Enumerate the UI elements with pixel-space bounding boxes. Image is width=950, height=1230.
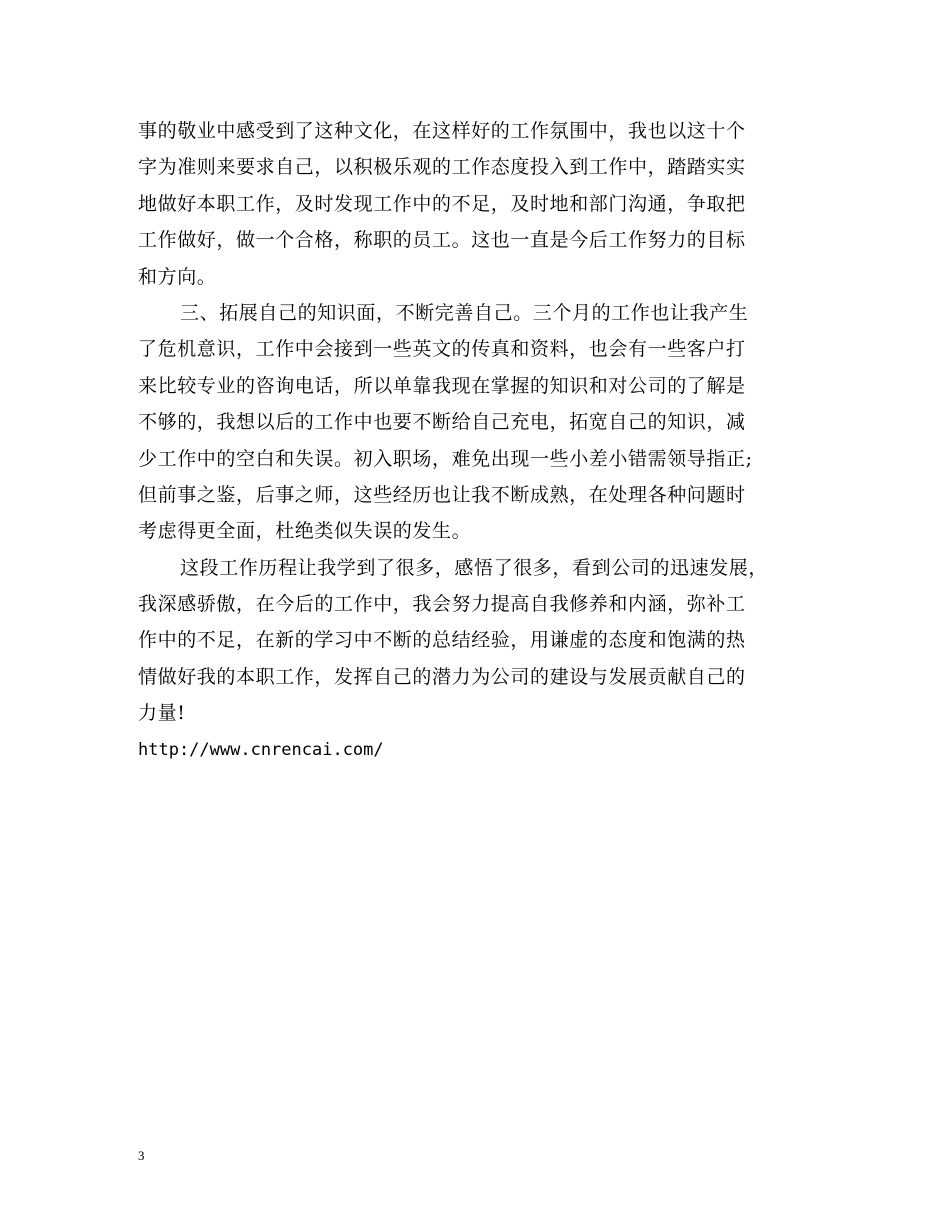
text-line: 考虑得更全面，杜绝类似失误的发生。: [138, 520, 472, 543]
text-line: 和方向。: [138, 265, 217, 288]
text-line: 情做好我的本职工作，发挥自己的潜力为公司的建设与发展贡献自己的: [138, 665, 746, 688]
text-line: 事的敬业中感受到了这种文化，在这样好的工作氛围中，我也以这十个: [138, 120, 746, 142]
text-line: 我深感骄傲，在今后的工作中，我会努力提高自我修养和内涵，弥补工: [138, 593, 746, 616]
paragraph-start-line: 三、拓展自己的知识面，不断完善自己。三个月的工作也让我产生: [180, 301, 749, 324]
text-line: 地做好本职工作，及时发现工作中的不足，及时地和部门沟通，争取把: [138, 192, 746, 215]
text-line: 来比较专业的咨询电话，所以单靠我现在掌握的知识和对公司的了解是: [138, 374, 746, 397]
text-line: 作中的不足，在新的学习中不断的总结经验，用谦虚的态度和饱满的热: [138, 629, 746, 652]
text-line: 字为准则来要求自己，以积极乐观的工作态度投入到工作中，踏踏实实: [138, 156, 746, 179]
paragraph-start-line: 这段工作历程让我学到了很多，感悟了很多，看到公司的迅速发展，: [180, 556, 769, 579]
source-url: http://www.cnrencai.com/: [138, 739, 384, 760]
text-line: 但前事之鉴，后事之师，这些经历也让我不断成熟，在处理各种问题时: [138, 483, 746, 506]
text-line: 工作做好，做一个合格，称职的员工。这也一直是今后工作努力的目标: [138, 229, 746, 252]
text-line: 了危机意识，工作中会接到一些英文的传真和资料，也会有一些客户打: [138, 338, 746, 361]
text-line: 力量!: [138, 702, 186, 725]
page-number: 3: [138, 1148, 145, 1163]
text-line: 不够的，我想以后的工作中也要不断给自己充电，拓宽自己的知识，减: [138, 411, 746, 434]
text-line: 少工作中的空白和失误。初入职场，难免出现一些小差小错需领导指正;: [138, 447, 753, 470]
body-text: [138, 113, 818, 768]
